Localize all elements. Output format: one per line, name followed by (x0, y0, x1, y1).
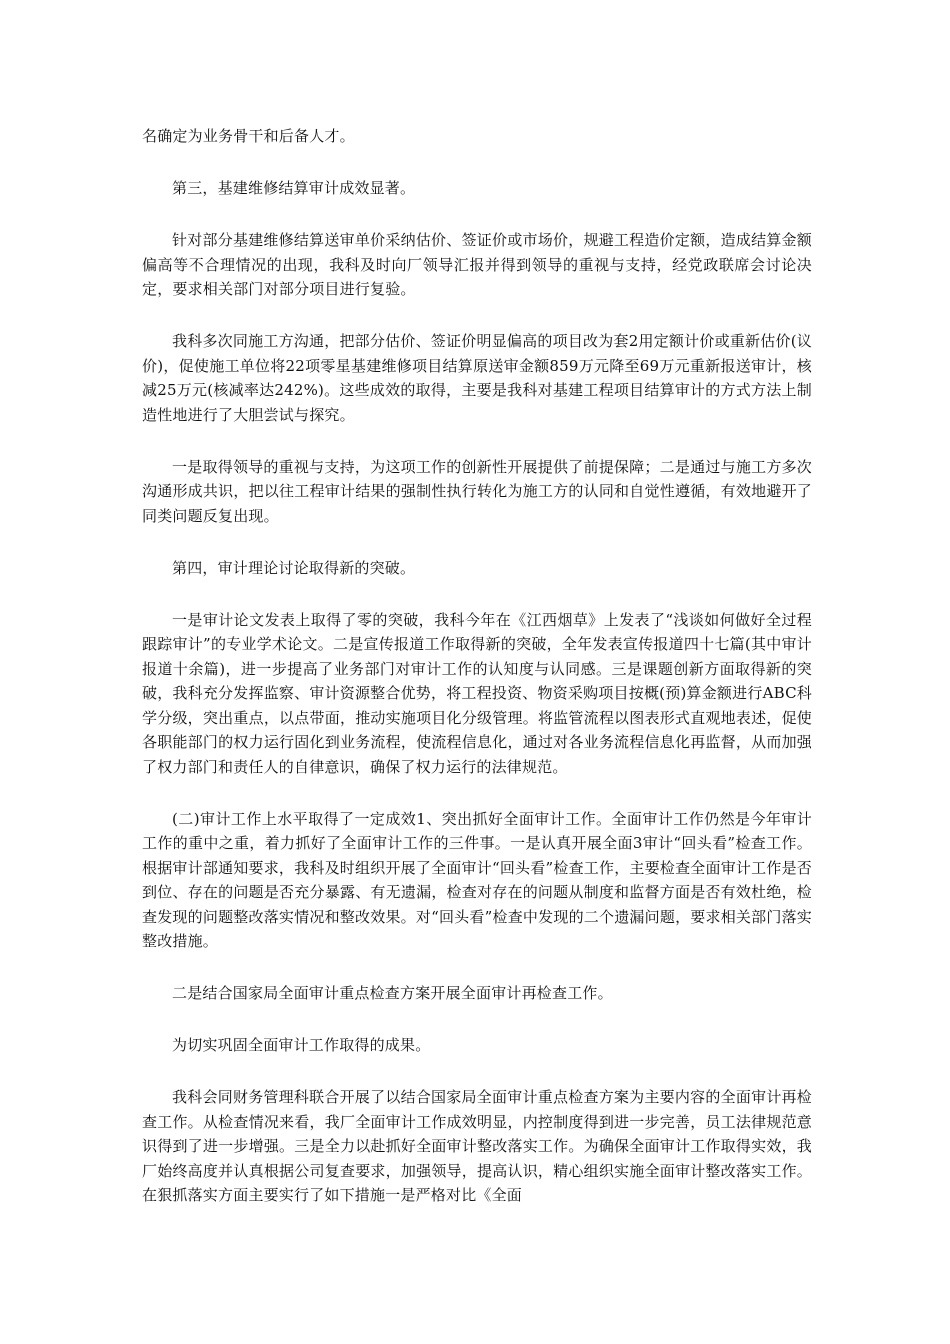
paragraph-7: 一是审计论文发表上取得了零的突破，我科今年在《江西烟草》上发表了“浅谈如何做好全过程跟踪审计”的专业学术论文。二是宣传报道工作取得新的突破，全年发表宣传报道四十七篇(其中审计报道十余篇)，进一步提高了业务部门对审计工作的认知度与认同感。三是课题创新方面取得新的突破，我科充分发挥监察、审计资源整合优势，将工程投资、物资采购项目按概(预)算金额进行ABC科学分级，突出重点，以点带面，推动实施项目化分级管理。将监管流程以图表形式直观地表述，促使各职能部门的权力运行固化到业务流程，使流程信息化，通过对各业务流程信息化再监督，从而加强了权力部门和责任人的自律意识，确保了权力运行的法律规范。 (142, 610, 812, 776)
paragraph-1: 名确定为业务骨干和后备人才。 (142, 127, 355, 145)
paragraph-11: 我科会同财务管理科联合开展了以结合国家局全面审计重点检查方案为主要内容的全面审计再检查工作。从检查情况来看，我厂全面审计工作成效明显，内控制度得到进一步完善，员工法律规范意识得到了进一步增强。三是全力以赴抓好全面审计整改落实工作。为确保全面审计工作取得实效，我厂始终高度并认真根据公司复查要求，加强领导，提高认识，精心组织实施全面审计整改落实工作。在狠抓落实方面主要实行了如下措施一是严格对比《全面 (142, 1088, 812, 1204)
paragraph-2: 第三，基建维修结算审计成效显著。 (172, 179, 416, 197)
paragraph-6: 第四，审计理论讨论取得新的突破。 (172, 558, 416, 577)
paragraph-4: 我科多次同施工方沟通，把部分估价、签证价明显偏高的项目改为套2用定额计价或重新估价(议价)，促使施工单位将22项零星基建维修项目结算原送审金额859万元降至69万元重新报送审计，核减25万元(核减率达242%)。这些成效的取得，主要是我科对基建工程项目结算审计的方式方法上制造性地进行了大胆尝试与探究。 (142, 332, 812, 424)
paragraph-10: 为切实巩固全面审计工作取得的成果。 (172, 1036, 431, 1054)
paragraph-8: (二)审计工作上水平取得了一定成效1、突出抓好全面审计工作。全面审计工作仍然是今年审计工作的重中之重，着力抓好了全面审计工作的三件事。一是认真开展全面3审计“回头看”检查工作。根据审计部通知要求，我科及时组织开展了全面审计“回头看”检查工作，主要检查全面审计工作是否到位、存在的问题是否充分暴露、有无遗漏，检查对存在的问题从制度和监督方面是否有效杜绝，检查发现的问题整改落实情况和整改效果。对“回头看”检查中发现的二个遗漏问题，要求相关部门落实整改措施。 (142, 809, 812, 950)
paragraph-9: 二是结合国家局全面审计重点检查方案开展全面审计再检查工作。 (172, 984, 613, 1002)
paragraph-3: 针对部分基建维修结算送审单价采纳估价、签证价或市场价，规避工程造价定额，造成结算金额偏高等不合理情况的出现，我科及时向厂领导汇报并得到领导的重视与支持，经党政联席会讨论决定，要求相关部门对部分项目进行复验。 (142, 231, 812, 298)
document-page (142, 124, 812, 1235)
paragraph-5: 一是取得领导的重视与支持，为这项工作的创新性开展提供了前提保障；二是通过与施工方多次沟通形成共识，把以往工程审计结果的强制性执行转化为施工方的认同和自觉性遵循，有效地避开了同类问题反复出现。 (142, 457, 812, 525)
